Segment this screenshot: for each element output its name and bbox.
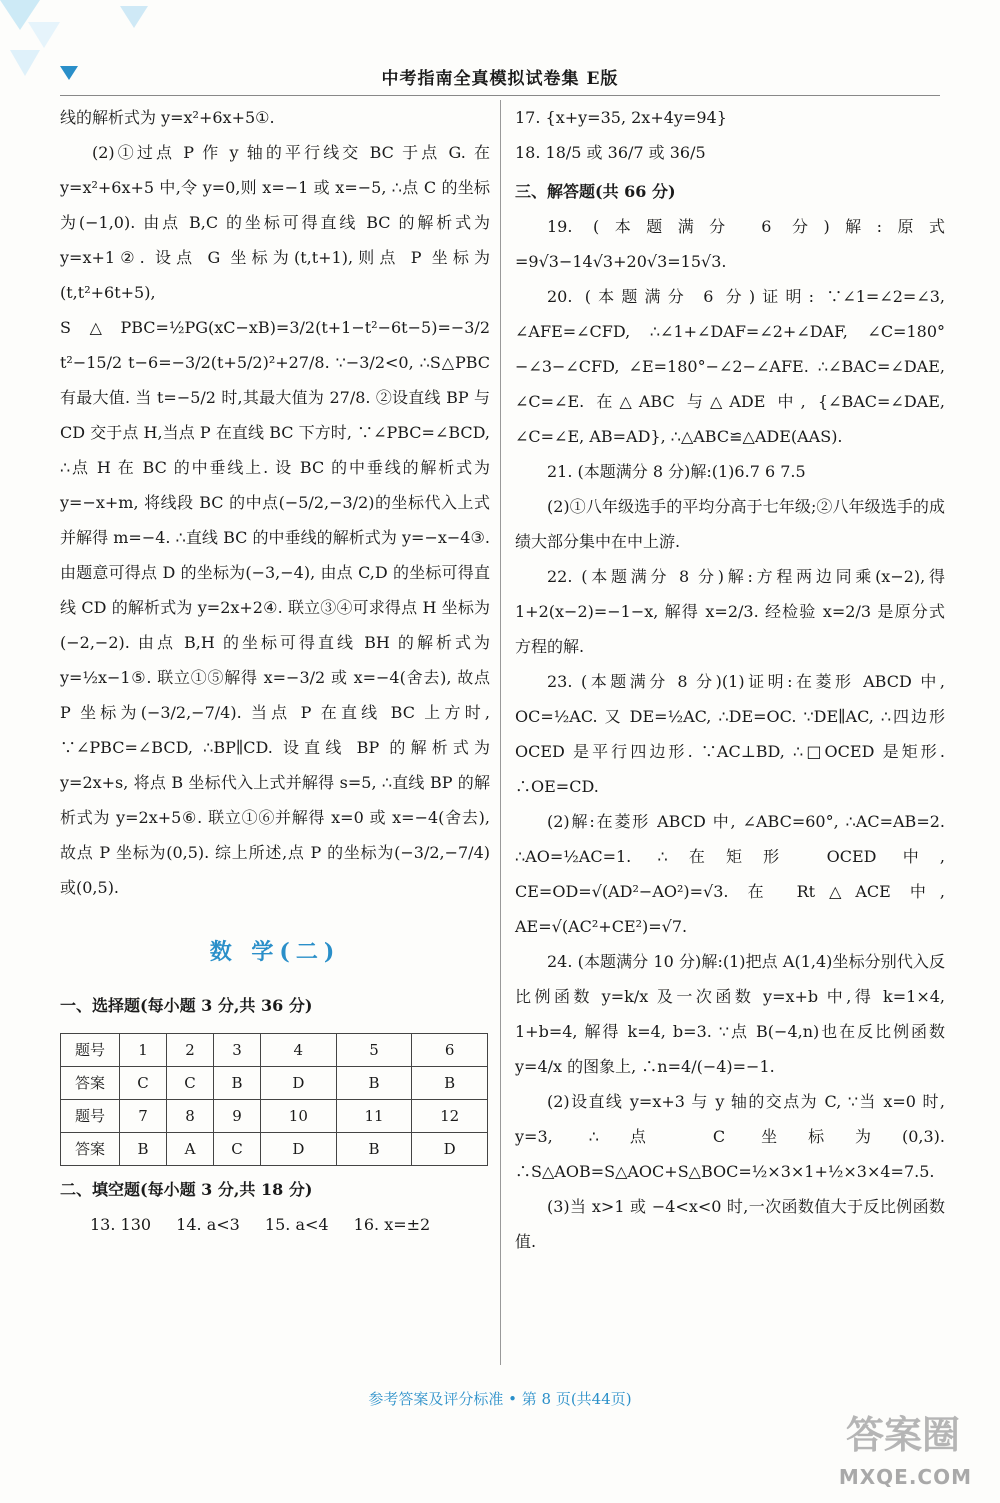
table-cell: 4 (261, 1034, 337, 1067)
header-rule (60, 95, 940, 96)
table-cell: 5 (336, 1034, 412, 1067)
table-cell: C (167, 1067, 214, 1100)
fill-answer-16: 16. x=±2 (353, 1215, 431, 1234)
table-row (61, 1100, 488, 1133)
answer-22: 22. (本题满分 8 分)解:方程两边同乘(x−2),得 1+2(x−2)=−1−x, 解得 x=2/3. 经检验 x=2/3 是原分式方程的解. (515, 567, 945, 656)
table-cell: 3 (214, 1034, 261, 1067)
answer-19: 19. (本题满分 6 分)解:原式=9√3−14√3+20√3=15√3. (515, 217, 945, 271)
fill-heading: 二、填空题(每小题 3 分,共 18 分) (60, 1180, 313, 1199)
table-cell: B (336, 1133, 412, 1166)
table-cell: 7 (120, 1100, 167, 1133)
left-para-1: 线的解析式为 y=x²+6x+5①. (60, 108, 275, 127)
choice-heading: 一、选择题(每小题 3 分,共 36 分) (60, 996, 313, 1015)
table-cell: 题号 (61, 1100, 120, 1133)
answer-17: 17. {x+y=35, 2x+4y=94} (515, 108, 727, 127)
right-column (515, 100, 945, 1259)
answer-18: 18. 18/5 或 36/7 或 36/5 (515, 143, 706, 162)
answer-21b: (2)①八年级选手的平均分高于七年级;②八年级选手的成绩大部分集中在中上游. (515, 497, 945, 551)
table-cell: 答案 (61, 1067, 120, 1100)
answer-24c: (3)当 x>1 或 −4<x<0 时,一次函数值大于反比例函数值. (515, 1197, 945, 1251)
answer-24a: 24. (本题满分 10 分)解:(1)把点 A(1,4)坐标分别代入反比例函数 y=k/x 及一次函数 y=x+b 中,得 k=1×4, 1+b=4, 解得 k=4, b=3. ∵点 B(−4,n)也在反比例函数 y=4/x 的图象上, ∴n=4/(−4)=−1. (515, 952, 945, 1076)
table-row (61, 1133, 488, 1166)
table-row (61, 1034, 488, 1067)
answer-23a: 23. (本题满分 8 分)(1)证明:在菱形 ABCD 中, OC=½AC. 又 DE=½AC, ∴DE=OC. ∵DE∥AC, ∴四边形 OCED 是平行四边形. ∵AC⊥BD, ∴□OCED 是矩形. ∴OE=CD. (515, 672, 945, 796)
table-cell: 12 (412, 1100, 488, 1133)
table-cell: 10 (261, 1100, 337, 1133)
table-cell: D (261, 1067, 337, 1100)
table-cell: 8 (167, 1100, 214, 1133)
left-column (60, 100, 490, 1242)
fill-answer-15: 15. a<4 (264, 1215, 329, 1234)
answer-23b: (2)解:在菱形 ABCD 中, ∠ABC=60°, ∴AC=AB=2. ∴AO=½AC=1. ∴在矩形 OCED 中, CE=OD=√(AD²−AO²)=√3. 在 Rt△ACE 中, AE=√(AC²+CE²)=√7. (515, 812, 945, 936)
table-cell: C (120, 1067, 167, 1100)
watermark-site: MXQE.COM (838, 1465, 972, 1489)
page-header: 中考指南全真模拟试卷集 E版 (381, 69, 619, 89)
table-row (61, 1067, 488, 1100)
table-cell: 2 (167, 1034, 214, 1067)
table-cell: C (214, 1133, 261, 1166)
table-cell: 11 (336, 1100, 412, 1133)
answer-24b: (2)设直线 y=x+3 与 y 轴的交点为 C, ∵当 x=0 时, y=3, ∴点 C 坐标为(0,3). ∴S△AOB=S△AOC+S△BOC=½×3×1+½×3×4=7.5. (515, 1092, 945, 1181)
table-cell: B (120, 1133, 167, 1166)
table-cell: B (336, 1067, 412, 1100)
fill-answers (90, 1207, 490, 1242)
section-title: 数 学(二) (209, 939, 341, 965)
table-cell: D (261, 1133, 337, 1166)
page-footer: 参考答案及评分标准 • 第 8 页(共44页) (368, 1390, 632, 1408)
table-cell: 题号 (61, 1034, 120, 1067)
fill-answer-14: 14. a<3 (176, 1215, 240, 1234)
table-cell: 答案 (61, 1133, 120, 1166)
answer-heading: 三、解答题(共 66 分) (515, 182, 676, 201)
table-cell: 6 (412, 1034, 488, 1067)
table-cell: B (214, 1067, 261, 1100)
column-divider (500, 100, 501, 1365)
fill-answer-13: 13. 130 (90, 1215, 152, 1234)
table-cell: 9 (214, 1100, 261, 1133)
table-cell: A (167, 1133, 214, 1166)
answer-table (60, 1033, 488, 1166)
answer-20: 20. (本题满分 6 分)证明: ∵∠1=∠2=∠3, ∠AFE=∠CFD, ∴∠1+∠DAF=∠2+∠DAF, ∠C=180°−∠3−∠CFD, ∠E=180°−∠2−∠AFE. ∴∠BAC=∠DAE, ∠C=∠E. 在△ABC 与△ADE 中, {∠BAC=∠DAE, ∠C=∠E, AB=AD}, ∴△ABC≌△ADE(AAS). (515, 287, 945, 446)
table-cell: D (412, 1133, 488, 1166)
table-cell: B (412, 1067, 488, 1100)
left-para-2: (2)①过点 P 作 y 轴的平行线交 BC 于点 G. 在 y=x²+6x+5 中,令 y=0,则 x=−1 或 x=−5, ∴点 C 的坐标为(−1,0). 由点 B,C 的坐标可得直线 BC 的解析式为 y=x+1②. 设点 G 坐标为(t,t+1),则点 P 坐标为(t,t²+6t+5), S△PBC=½PG(xC−xB)=3/2(t+1−t²−6t−5)=−3/2 t²−15/2 t−6=−3/2(t+5/2)²+27/8. ∵−3/2<0, ∴S△PBC有最大值. 当 t=−5/2 时,其最大值为 27/8. ②设直线 BP 与 CD 交于点 H,当点 P 在直线 BC 下方时, ∵∠PBC=∠BCD, ∴点 H 在 BC 的中垂线上. 设 BC 的中垂线的解析式为 y=−x+m, 将线段 BC 的中点(−5/2,−3/2)的坐标代入上式并解得 m=−4. ∴直线 BC 的中垂线的解析式为 y=−x−4③. 由题意可得点 D 的坐标为(−3,−4), 由点 C,D 的坐标可得直线 CD 的解析式为 y=2x+2④. 联立③④可求得点 H 坐标为(−2,−2). 由点 B,H 的坐标可得直线 BH 的解析式为 y=½x−1⑤. 联立①⑤解得 x=−3/2 或 x=−4(舍去), 故点 P 坐标为(−3/2,−7/4). 当点 P 在直线 BC 上方时, ∵∠PBC=∠BCD, ∴BP∥CD. 设直线 BP 的解析式为 y=2x+s, 将点 B 坐标代入上式并解得 s=5, ∴直线 BP 的解析式为 y=2x+5⑥. 联立①⑥并解得 x=0 或 x=−4(舍去), 故点 P 坐标为(0,5). 综上所述,点 P 的坐标为(−3/2,−7/4)或(0,5). (60, 143, 490, 897)
answer-21a: 21. (本题满分 8 分)解:(1)6.7 6 7.5 (547, 462, 806, 481)
table-cell: 1 (120, 1034, 167, 1067)
watermark-logo: 答案圈 (845, 1413, 960, 1457)
